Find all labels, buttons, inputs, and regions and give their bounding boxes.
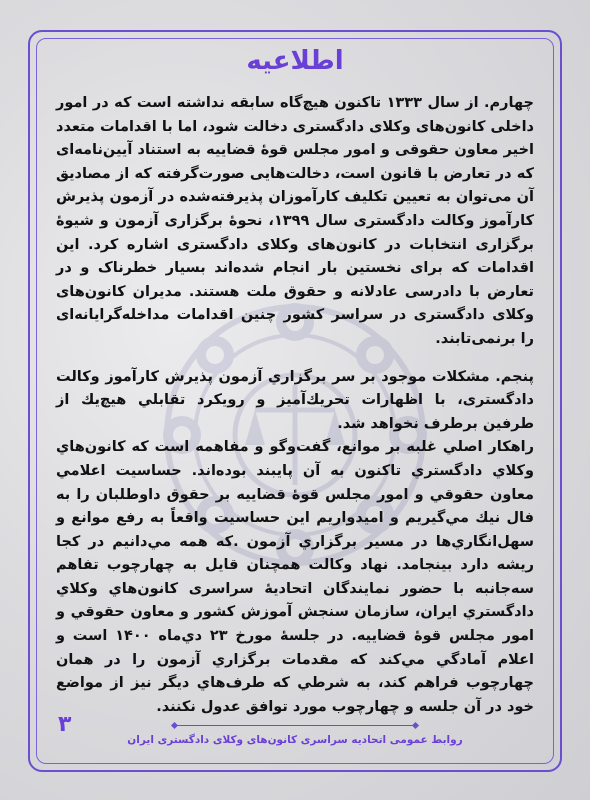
- page-title: اطلاعیه: [246, 46, 344, 76]
- footer-organization: روابط عمومی اتحادیه سراسری کانون‌های وکلای دادگستری ایران: [127, 734, 463, 746]
- paragraph-spacer: [56, 352, 534, 366]
- paragraph-fifth: پنجم. مشکلات موجود بر سر برگزاري آزمون پذيرش كارآموز وكالت دادگستری، با اظهارات تحريك‌آميز و رويكرد تقابلي هيچ‌يك از طرفين برطرف نخواهد شد.: [56, 368, 534, 432]
- paragraph-fourth: چهارم. از سال ۱۳۳۳ تاکنون هیچ‌گاه سابقه نداشته است که در امور داخلی کانون‌های وکلای دادگستری دخالت شود، اما با اقدامات متعدد اخیر معاون حقوقی و امور مجلس قوهٔ قضاییه به استناد آیین‌نامه‌ای که در تعارض با قانون است، دخالت‌هایی صورت‌گرفته که از مصادیق آن می‌توان به تعیین تکلیف کارآموزان پذیرفته‌شده در آزمون پذیرش کارآموز وکالت دادگستری سال ۱۳۹۹، نحوهٔ برگزاری آزمون و شیوهٔ برگزاری انتخابات در کانون‌های وکلای دادگستری اشاره کرد. این اقدامات که برای نخستین بار انجام شده‌اند بسیار خطرناک و در تعارض با دادرسی عادلانه و حقوق ملت هستند. مدیران کانون‌های وکلای دادگستری در سراسر کشور چنین اقدامات مداخله‌گرایانه‌ای را برنمی‌تابند.: [56, 95, 534, 347]
- page-number: ۳: [58, 712, 72, 737]
- announcement-body: [56, 92, 534, 719]
- paragraph-sixth: راهكار اصلي غلبه بر موانع، گفت‌وگو و مفاهمه است كه كانون‌هاي وكلاي دادگستري تاكنون به آن پايبند بوده‌اند. حساسيت اعلامي معاون حقوقي و امور مجلس قوهٔ قضاييه بر حقوق داوطلبان را به فال نيك مي‌گيريم و اميدواريم اين حساسيت واقعاً به رفع موانع و سهل‌انگاري‌ها در مسير برگزاري آزمون .كه همه مي‌دانيم در كجا ريشه دارد بينجامد. نهاد وكالت همچنان قايل به چهارچوب تفاهم سه‌جانبه با حضور نمايندگان اتحاديهٔ سراسری كانون‌هاي وكلاي دادگستري ايران، سازمان سنجش آموزش كشور و معاون حقوقي و امور مجلس قوهٔ قضاييه. در جلسهٔ مورخ ۲۳ دي‌ماه ۱۴۰۰ است و اعلام آمادگي مي‌كند كه مقدمات برگزاري آزمون را در همان چهارچوب فراهم كند، به شرطي كه طرف‌هاي ديگر نيز از مواضع خود در آن جلسه و چهارچوب مورد توافق عدول نكنند.: [56, 439, 534, 715]
- footer-divider: [175, 725, 415, 726]
